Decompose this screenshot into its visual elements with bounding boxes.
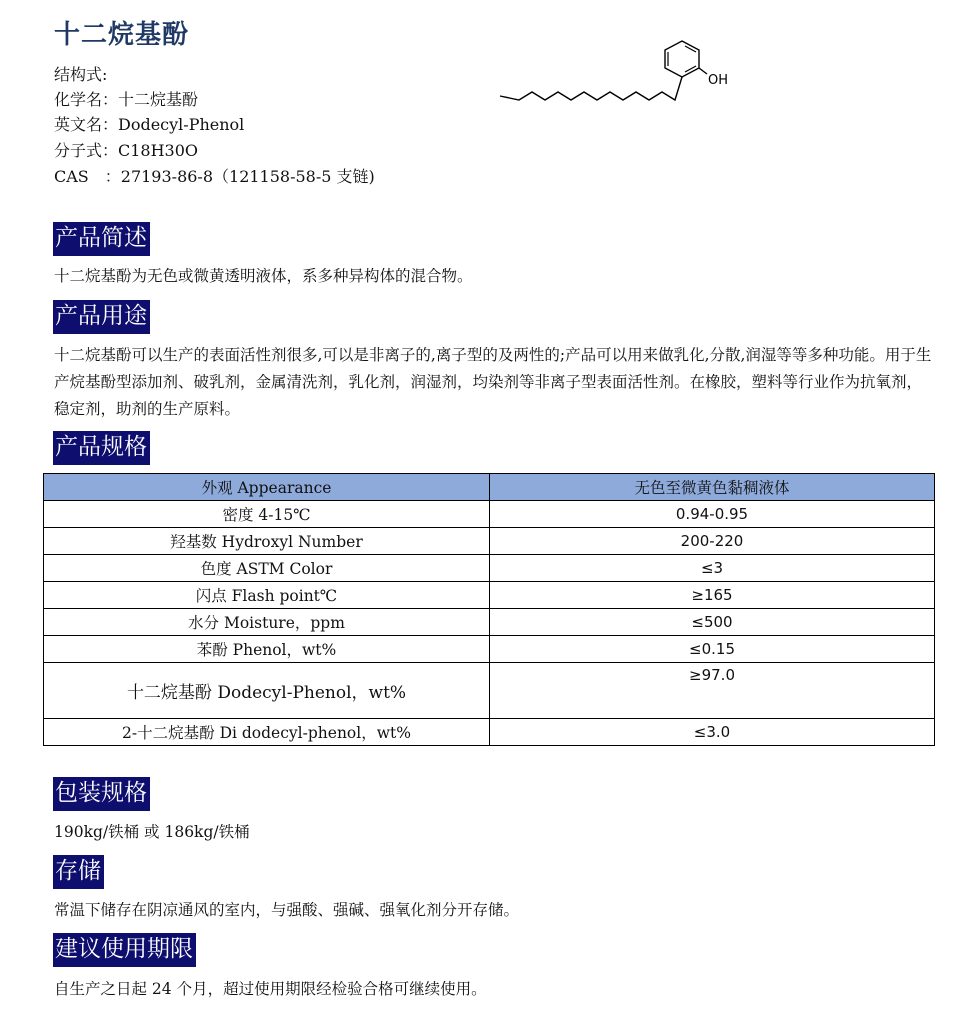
- row-value: 0.94-0.95: [490, 501, 935, 528]
- row-value: 200-220: [490, 528, 935, 555]
- usage-heading: 产品用途: [53, 300, 150, 334]
- table-header-row: [44, 474, 935, 501]
- table-row: [44, 582, 935, 609]
- shelf-life-heading: 建议使用期限: [53, 933, 196, 967]
- row-value: ≤500: [490, 609, 935, 636]
- packing-heading: 包装规格: [53, 777, 150, 811]
- table-row: [44, 528, 935, 555]
- chemical-name: 化学名：十二烷基酚: [54, 90, 199, 109]
- shelf-life-text: 自生产之日起 24 个月，超过使用期限经检验合格可继续使用。: [54, 980, 487, 998]
- row-value: ≤3: [490, 555, 935, 582]
- row-label: 羟基数 Hydroxyl Number: [44, 528, 490, 555]
- english-name: 英文名：Dodecyl-Phenol: [54, 115, 245, 134]
- intro-text: 十二烷基酚为无色或微黄透明液体，系多种异构体的混合物。: [54, 267, 473, 285]
- intro-heading: 产品简述: [53, 222, 150, 256]
- row-value: ≥97.0: [490, 663, 935, 719]
- row-label: 苯酚 Phenol，wt%: [44, 636, 490, 663]
- row-label: 水分 Moisture，ppm: [44, 609, 490, 636]
- storage-text: 常温下储存在阴凉通风的室内，与强酸、强碱、强氧化剂分开存储。: [54, 901, 520, 919]
- header-value: 无色至微黄色黏稠液体: [490, 474, 935, 501]
- table-row: [44, 663, 935, 719]
- spec-heading: 产品规格: [53, 431, 150, 465]
- usage-text: 十二烷基酚可以生产的表面活性剂很多,可以是非离子的,离子型的及两性的;产品可以用来做乳化,分散,润湿等等多种功能。用于生产烷基酚型添加剂、破乳剂，金属清洗剂，乳化剂，润湿剂，均染剂等非离子型表面活性剂。在橡胶，塑料等行业作为抗氧剂，稳定剂，助剂的生产原料。: [54, 346, 932, 418]
- row-value: ≥165: [490, 582, 935, 609]
- row-label: 闪点 Flash point℃: [44, 582, 490, 609]
- storage-heading: 存储: [53, 855, 104, 889]
- row-value: ≤3.0: [490, 719, 935, 746]
- table-row: [44, 609, 935, 636]
- header-label: 外观 Appearance: [44, 474, 490, 501]
- table-row: [44, 555, 935, 582]
- structure-label: 结构式:: [54, 65, 108, 84]
- table-row: [44, 636, 935, 663]
- molecular-formula: 分子式：C18H30O: [54, 141, 199, 160]
- packing-text: 190kg/铁桶 或 186kg/铁桶: [54, 823, 250, 841]
- table-row: [44, 719, 935, 746]
- spec-table: [43, 473, 935, 746]
- row-label: 十二烷基酚 Dodecyl-Phenol，wt%: [44, 663, 490, 719]
- cas-number: CAS ：27193-86-8（121158-58-5 支链): [54, 167, 375, 186]
- row-value: ≤0.15: [490, 636, 935, 663]
- row-label: 色度 ASTM Color: [44, 555, 490, 582]
- structural-formula: [495, 36, 745, 116]
- page-title: 十二烷基酚: [54, 20, 190, 50]
- table-row: [44, 501, 935, 528]
- row-label: 2-十二烷基酚 Di dodecyl-phenol，wt%: [44, 719, 490, 746]
- row-label: 密度 4-15℃: [44, 501, 490, 528]
- oh-label: OH: [708, 73, 729, 88]
